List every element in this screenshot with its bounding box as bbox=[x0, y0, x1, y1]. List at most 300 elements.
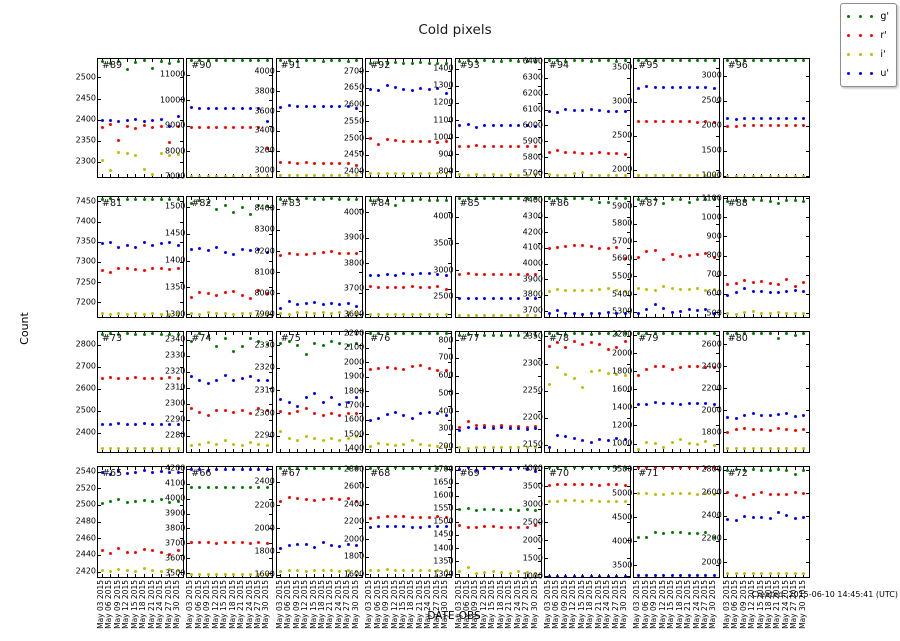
y-tick-mark bbox=[98, 488, 101, 489]
data-point-i bbox=[573, 289, 576, 292]
data-point-r bbox=[492, 273, 495, 276]
data-point-g bbox=[109, 500, 112, 503]
data-point-i bbox=[101, 447, 104, 450]
data-point-u bbox=[322, 105, 325, 108]
data-point-g bbox=[654, 531, 657, 534]
data-point-r bbox=[509, 145, 512, 148]
x-tick-label: May 06 2015 bbox=[551, 580, 561, 629]
data-point-g bbox=[428, 62, 431, 65]
data-point-g bbox=[257, 59, 260, 62]
data-point-r bbox=[445, 288, 448, 291]
data-point-i bbox=[679, 438, 682, 441]
x-tick-label: May 30 2015 bbox=[708, 580, 718, 629]
data-point-r bbox=[645, 250, 648, 253]
y-tick-mark bbox=[538, 270, 541, 271]
subplot-title: #82 bbox=[191, 198, 212, 209]
y-tick-label: 1600 bbox=[343, 414, 365, 424]
data-point-u bbox=[785, 514, 788, 517]
y-tick-label: 2500 bbox=[701, 95, 722, 105]
data-point-r bbox=[224, 541, 227, 544]
data-point-g bbox=[266, 486, 269, 489]
y-tick-label: 3500 bbox=[165, 568, 186, 578]
data-point-r bbox=[645, 368, 648, 371]
data-point-i bbox=[581, 171, 584, 174]
data-point-u bbox=[160, 423, 163, 426]
data-point-u bbox=[134, 118, 137, 121]
data-point-r bbox=[777, 493, 780, 496]
data-point-r bbox=[109, 271, 112, 274]
data-point-r bbox=[794, 285, 797, 288]
data-point-g bbox=[777, 202, 780, 205]
data-point-g bbox=[322, 60, 325, 63]
data-point-r bbox=[726, 431, 729, 434]
subplot-title: #88 bbox=[727, 198, 748, 209]
data-point-g bbox=[679, 531, 682, 534]
data-point-u bbox=[671, 311, 674, 314]
data-point-r bbox=[735, 428, 738, 431]
data-point-u bbox=[402, 525, 405, 528]
y-tick-mark bbox=[545, 217, 548, 218]
data-point-r bbox=[126, 267, 129, 270]
data-point-r bbox=[590, 152, 593, 155]
y-tick-mark bbox=[627, 217, 630, 218]
x-tick-label: May 09 2015 bbox=[112, 580, 122, 629]
y-tick-mark bbox=[269, 356, 272, 357]
data-point-g bbox=[330, 197, 333, 200]
x-tick-mark bbox=[297, 449, 298, 452]
data-point-u bbox=[735, 291, 738, 294]
data-point-i bbox=[637, 492, 640, 495]
x-tick-label: May 15 2015 bbox=[397, 580, 407, 629]
data-point-r bbox=[752, 493, 755, 496]
data-point-r bbox=[688, 120, 691, 123]
data-point-i bbox=[785, 175, 788, 178]
data-point-i bbox=[573, 377, 576, 380]
data-point-g bbox=[215, 208, 218, 211]
data-point-i bbox=[785, 572, 788, 575]
data-point-r bbox=[313, 499, 316, 502]
data-point-g bbox=[305, 59, 308, 62]
y-tick-mark bbox=[724, 275, 727, 276]
y-tick-label: 800 bbox=[438, 166, 454, 176]
data-point-u bbox=[624, 575, 627, 578]
x-tick-mark bbox=[250, 449, 251, 452]
data-point-u bbox=[794, 289, 797, 292]
y-tick-label: 1350 bbox=[165, 282, 186, 292]
y-tick-mark bbox=[545, 94, 548, 95]
data-point-r bbox=[330, 497, 333, 500]
data-point-r bbox=[109, 552, 112, 555]
x-tick-label: May 15 2015 bbox=[129, 580, 139, 629]
x-tick-mark bbox=[459, 449, 460, 452]
y-tick-mark bbox=[277, 528, 280, 529]
y-tick-mark bbox=[545, 201, 548, 202]
subplot-title: #96 bbox=[727, 60, 748, 71]
y-tick-label: 1000 bbox=[701, 170, 722, 180]
y-tick-mark bbox=[634, 68, 637, 69]
x-tick-mark bbox=[144, 574, 145, 577]
x-tick-mark bbox=[208, 314, 209, 317]
data-point-i bbox=[517, 314, 520, 317]
data-point-u bbox=[743, 287, 746, 290]
y-tick-mark bbox=[806, 151, 809, 152]
y-tick-label: 3200 bbox=[254, 145, 275, 155]
y-tick-label: 5400 bbox=[612, 289, 633, 298]
y-tick-mark bbox=[456, 243, 459, 244]
data-point-r bbox=[726, 283, 729, 286]
y-tick-label: 4000 bbox=[612, 536, 633, 546]
data-point-r bbox=[207, 292, 210, 295]
data-point-u bbox=[802, 414, 805, 417]
data-point-g bbox=[402, 332, 405, 335]
x-tick-mark bbox=[267, 332, 268, 335]
data-point-i bbox=[509, 572, 512, 575]
data-point-r bbox=[419, 364, 422, 367]
data-point-i bbox=[160, 313, 163, 316]
data-point-g bbox=[517, 509, 520, 512]
x-tick-mark bbox=[306, 574, 307, 577]
x-tick-label: May 21 2015 bbox=[683, 580, 693, 629]
y-tick-mark bbox=[716, 68, 719, 69]
data-point-u bbox=[198, 247, 201, 250]
data-point-g bbox=[802, 332, 805, 335]
y-tick-label: 2460 bbox=[75, 533, 96, 543]
data-point-u bbox=[177, 115, 180, 118]
data-point-u bbox=[377, 525, 380, 528]
y-tick-mark bbox=[187, 372, 190, 373]
data-point-g bbox=[704, 332, 707, 335]
y-tick-label: 1000 bbox=[433, 132, 454, 142]
y-tick-label: 900 bbox=[706, 231, 722, 241]
y-tick-mark bbox=[187, 100, 190, 101]
y-tick-mark bbox=[545, 295, 548, 296]
data-point-u bbox=[483, 124, 486, 127]
data-point-r bbox=[232, 411, 235, 414]
x-tick-label: May 18 2015 bbox=[585, 580, 595, 629]
y-tick-label: 1300 bbox=[433, 80, 454, 90]
y-tick-mark bbox=[98, 77, 101, 78]
y-tick-mark bbox=[456, 496, 459, 497]
data-point-i bbox=[394, 444, 397, 447]
data-point-r bbox=[330, 250, 333, 253]
data-point-i bbox=[598, 288, 601, 291]
data-point-r bbox=[573, 340, 576, 343]
data-point-g bbox=[117, 498, 120, 501]
y-tick-label: 7400 bbox=[75, 216, 96, 226]
data-point-i bbox=[445, 313, 448, 316]
data-point-u bbox=[313, 392, 316, 395]
x-tick-label: May 15 2015 bbox=[666, 580, 676, 629]
y-tick-label: 3400 bbox=[254, 125, 275, 135]
x-tick-mark bbox=[697, 449, 698, 452]
y-tick-label: 2200 bbox=[522, 412, 543, 422]
subplot-title: #85 bbox=[459, 198, 480, 209]
x-tick-label: May 06 2015 bbox=[283, 580, 293, 629]
data-point-g bbox=[696, 198, 699, 201]
x-tick-label: May 12 2015 bbox=[210, 580, 220, 629]
y-tick-label: 2200 bbox=[612, 329, 633, 339]
data-point-g bbox=[509, 197, 512, 200]
y-tick-mark bbox=[538, 69, 541, 70]
y-tick-label: 3800 bbox=[254, 86, 275, 96]
data-point-r bbox=[548, 151, 551, 154]
y-tick-label: 2400 bbox=[701, 361, 722, 371]
data-point-u bbox=[458, 297, 461, 300]
data-point-u bbox=[198, 379, 201, 382]
data-point-r bbox=[760, 124, 763, 127]
data-point-g bbox=[241, 486, 244, 489]
data-point-i bbox=[713, 444, 716, 447]
subplot-title: #78 bbox=[549, 333, 570, 344]
y-tick-label: 9000 bbox=[165, 120, 186, 130]
data-point-r bbox=[696, 466, 699, 469]
x-tick-label: May 27 2015 bbox=[699, 580, 709, 629]
y-tick-label: 2400 bbox=[343, 499, 365, 509]
data-point-r bbox=[624, 340, 627, 343]
data-point-g bbox=[509, 59, 512, 62]
data-point-r bbox=[794, 491, 797, 494]
data-point-i bbox=[564, 499, 567, 502]
data-point-r bbox=[168, 141, 171, 144]
data-point-r bbox=[134, 376, 137, 379]
data-point-r bbox=[752, 124, 755, 127]
data-point-i bbox=[198, 313, 201, 316]
y-tick-label: 3000 bbox=[612, 96, 633, 106]
x-tick-mark bbox=[314, 574, 315, 577]
data-point-u bbox=[713, 574, 716, 577]
data-point-r bbox=[662, 466, 665, 469]
y-tick-label: 3900 bbox=[343, 232, 365, 242]
y-tick-mark bbox=[277, 345, 280, 346]
y-tick-label: 5500 bbox=[612, 464, 633, 474]
data-point-g bbox=[190, 486, 193, 489]
data-point-u bbox=[598, 438, 601, 441]
y-tick-mark bbox=[806, 516, 809, 517]
data-point-u bbox=[377, 417, 380, 420]
data-point-u bbox=[377, 274, 380, 277]
y-tick-mark bbox=[277, 272, 280, 273]
data-point-u bbox=[777, 413, 780, 416]
y-tick-label: 3700 bbox=[343, 283, 365, 293]
data-point-u bbox=[607, 439, 610, 442]
data-point-u bbox=[637, 87, 640, 90]
subplot-title: #75 bbox=[280, 333, 301, 344]
data-point-g bbox=[696, 332, 699, 335]
data-point-u bbox=[760, 414, 763, 417]
data-point-r bbox=[151, 377, 154, 380]
data-point-i bbox=[662, 446, 665, 449]
y-tick-mark bbox=[359, 413, 362, 414]
data-point-i bbox=[249, 441, 252, 444]
y-tick-label: 5700 bbox=[522, 168, 543, 178]
data-point-r bbox=[573, 151, 576, 154]
data-point-g bbox=[232, 211, 235, 214]
data-point-i bbox=[224, 312, 227, 315]
data-point-g bbox=[338, 198, 341, 201]
x-tick-label: May 24 2015 bbox=[780, 580, 790, 629]
subplot-title: #80 bbox=[727, 333, 748, 344]
data-point-u bbox=[802, 516, 805, 519]
x-tick-label: May 09 2015 bbox=[202, 580, 212, 629]
subplot-title: #68 bbox=[370, 468, 391, 479]
data-point-r bbox=[305, 407, 308, 410]
legend-label: i' bbox=[880, 49, 886, 60]
data-point-i bbox=[752, 572, 755, 575]
data-point-r bbox=[654, 249, 657, 252]
y-tick-mark bbox=[724, 388, 727, 389]
data-point-i bbox=[483, 174, 486, 177]
y-tick-mark bbox=[716, 371, 719, 372]
data-point-g bbox=[802, 59, 805, 62]
x-tick-mark bbox=[599, 449, 600, 452]
data-point-u bbox=[207, 107, 210, 110]
data-point-i bbox=[517, 174, 520, 177]
y-tick-mark bbox=[538, 86, 541, 87]
data-point-i bbox=[696, 493, 699, 496]
x-tick-mark bbox=[387, 449, 388, 452]
y-tick-label: 2320 bbox=[254, 362, 275, 372]
data-point-i bbox=[279, 570, 282, 573]
data-point-u bbox=[467, 297, 470, 300]
data-point-u bbox=[377, 89, 380, 92]
data-point-r bbox=[394, 286, 397, 289]
subplot-title: #95 bbox=[638, 60, 659, 71]
y-tick-label: 2600 bbox=[701, 487, 722, 497]
data-point-g bbox=[581, 59, 584, 62]
data-point-g bbox=[224, 204, 227, 207]
y-tick-mark bbox=[634, 276, 637, 277]
data-point-g bbox=[126, 501, 129, 504]
y-tick-label: 7300 bbox=[75, 256, 96, 266]
y-tick-mark bbox=[716, 136, 719, 137]
data-point-u bbox=[224, 374, 227, 377]
y-tick-label: 5300 bbox=[612, 306, 633, 316]
data-point-u bbox=[338, 105, 341, 108]
data-point-i bbox=[296, 174, 299, 177]
data-point-r bbox=[419, 140, 422, 143]
x-tick-mark bbox=[289, 449, 290, 452]
data-point-u bbox=[794, 517, 797, 520]
y-tick-mark bbox=[716, 353, 719, 354]
data-point-u bbox=[637, 403, 640, 406]
data-point-u bbox=[726, 117, 729, 120]
y-tick-label: 4500 bbox=[612, 512, 633, 522]
y-tick-label: 6400 bbox=[522, 56, 543, 66]
data-point-u bbox=[279, 547, 282, 550]
data-point-u bbox=[475, 297, 478, 300]
data-point-r bbox=[581, 483, 584, 486]
x-tick-label: May 06 2015 bbox=[104, 580, 114, 629]
data-point-u bbox=[190, 248, 193, 251]
data-point-r bbox=[288, 412, 291, 415]
data-point-i bbox=[151, 312, 154, 315]
data-point-g bbox=[573, 59, 576, 62]
y-tick-label: 6000 bbox=[522, 120, 543, 130]
data-point-u bbox=[369, 274, 372, 277]
data-point-u bbox=[305, 302, 308, 305]
data-point-r bbox=[143, 269, 146, 272]
x-tick-mark bbox=[378, 449, 379, 452]
data-point-u bbox=[581, 109, 584, 112]
data-point-u bbox=[266, 379, 269, 382]
y-tick-mark bbox=[634, 335, 637, 336]
data-point-r bbox=[322, 251, 325, 254]
y-tick-mark bbox=[538, 548, 541, 549]
data-point-r bbox=[752, 281, 755, 284]
y-axis-label: Count bbox=[17, 312, 31, 345]
data-point-i bbox=[313, 569, 316, 572]
data-point-r bbox=[526, 526, 529, 529]
y-tick-mark bbox=[456, 535, 459, 536]
data-point-r bbox=[288, 252, 291, 255]
y-tick-label: 6300 bbox=[522, 72, 543, 82]
x-tick-mark bbox=[557, 314, 558, 317]
data-point-r bbox=[279, 410, 282, 413]
y-tick-mark bbox=[180, 345, 183, 346]
data-point-u bbox=[458, 124, 461, 127]
data-point-g bbox=[483, 59, 486, 62]
data-point-i bbox=[198, 573, 201, 576]
y-tick-mark bbox=[98, 389, 101, 390]
y-tick-mark bbox=[634, 206, 637, 207]
x-tick-mark bbox=[420, 574, 421, 577]
data-point-i bbox=[232, 313, 235, 316]
x-tick-mark bbox=[557, 449, 558, 452]
data-point-g bbox=[330, 59, 333, 62]
data-point-r bbox=[467, 145, 470, 148]
y-tick-label: 3500 bbox=[433, 238, 454, 248]
data-point-g bbox=[688, 59, 691, 62]
legend-marker bbox=[847, 34, 873, 37]
data-point-r bbox=[117, 139, 120, 142]
data-point-g bbox=[769, 469, 772, 472]
data-point-r bbox=[743, 124, 746, 127]
data-point-u bbox=[288, 544, 291, 547]
y-tick-label: 8400 bbox=[254, 203, 275, 213]
data-point-r bbox=[109, 376, 112, 379]
data-point-r bbox=[662, 120, 665, 123]
data-point-u bbox=[654, 574, 657, 577]
data-point-r bbox=[662, 365, 665, 368]
data-point-i bbox=[322, 439, 325, 442]
y-tick-mark bbox=[187, 261, 190, 262]
data-point-g bbox=[607, 201, 610, 204]
y-tick-mark bbox=[724, 256, 727, 257]
y-tick-mark bbox=[627, 522, 630, 523]
data-point-g bbox=[411, 467, 414, 470]
data-point-u bbox=[143, 422, 146, 425]
y-tick-mark bbox=[634, 389, 637, 390]
y-tick-mark bbox=[98, 282, 101, 283]
data-point-r bbox=[394, 139, 397, 142]
y-tick-mark bbox=[806, 366, 809, 367]
y-tick-mark bbox=[277, 293, 280, 294]
data-point-r bbox=[168, 376, 171, 379]
data-point-i bbox=[109, 169, 112, 172]
x-tick-mark bbox=[429, 574, 430, 577]
x-tick-mark bbox=[599, 197, 600, 200]
data-point-u bbox=[190, 106, 193, 109]
data-point-i bbox=[249, 175, 252, 178]
y-tick-mark bbox=[724, 344, 727, 345]
data-point-u bbox=[785, 412, 788, 415]
data-point-g bbox=[232, 350, 235, 353]
data-point-i bbox=[190, 312, 193, 315]
data-point-r bbox=[760, 280, 763, 283]
data-point-r bbox=[117, 267, 120, 270]
x-tick-mark bbox=[297, 314, 298, 317]
x-tick-mark bbox=[778, 197, 779, 200]
